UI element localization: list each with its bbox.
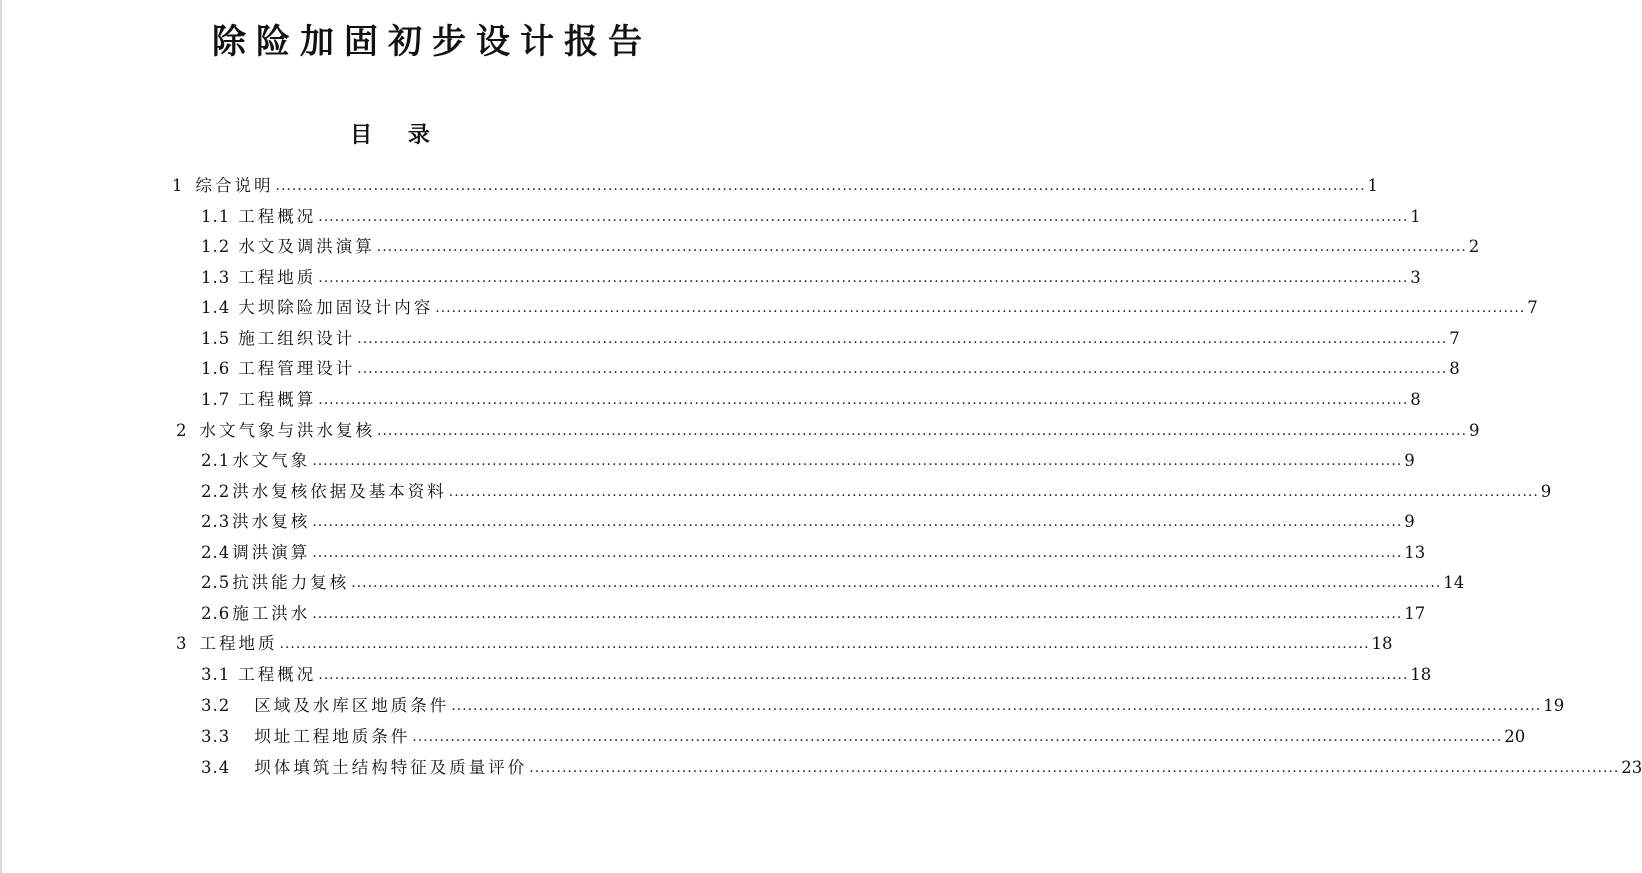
toc-heading: 目 录 (350, 123, 444, 148)
toc-entry[interactable] (201, 263, 1421, 293)
toc-entry-title: 综合说明 (195, 176, 274, 195)
toc-entry-title: 施工洪水 (232, 604, 311, 623)
toc-leader: ........................................................................................................................................................................................................ (357, 361, 1448, 377)
toc-entry-title: 洪水复核依据及基本资料 (232, 482, 447, 501)
toc-entry-title: 水文气象与洪水复核 (199, 421, 375, 440)
toc-entry-number: 1.1 (201, 207, 231, 226)
toc-entry-page: 23 (1621, 758, 1642, 777)
toc-entry-number: 3.2 (201, 696, 231, 715)
toc-entry[interactable] (201, 691, 1565, 721)
toc-entry-title: 工程概况 (238, 207, 317, 226)
toc-entry-page: 8 (1410, 390, 1421, 409)
toc-leader: ........................................................................................................................................................................................................ (312, 545, 1403, 561)
toc-entry-title: 调洪演算 (232, 543, 311, 562)
toc-entry[interactable] (172, 171, 1379, 201)
toc-leader: ........................................................................................................................................................................................................ (529, 760, 1620, 776)
toc-entry-number: 2.2 (201, 482, 231, 501)
toc-leader: ........................................................................................................................................................................................................ (351, 575, 1442, 591)
toc-leader: ........................................................................................................................................................................................................ (448, 484, 1539, 500)
toc-entry-page: 17 (1404, 604, 1426, 623)
toc-entry-page: 13 (1404, 543, 1426, 562)
toc-entry-title: 大坝除险加固设计内容 (238, 298, 434, 317)
toc-entry-number: 3.4 (201, 758, 231, 777)
toc-entry-number: 2.3 (201, 512, 231, 531)
toc-leader: ........................................................................................................................................................................................................ (279, 636, 1370, 652)
toc-leader: ........................................................................................................................................................................................................ (376, 239, 1467, 255)
toc-entry-number: 2.6 (201, 604, 231, 623)
toc-entry[interactable] (201, 354, 1460, 384)
toc-leader: ........................................................................................................................................................................................................ (312, 606, 1403, 622)
document-title: 除险加固初步设计报告 (212, 22, 652, 62)
toc-entry-title: 抗洪能力复核 (232, 573, 350, 592)
toc-entry[interactable] (201, 324, 1460, 354)
toc-entry-page: 2 (1468, 237, 1480, 256)
toc-leader: ........................................................................................................................................................................................................ (412, 729, 1503, 745)
toc-entry[interactable] (201, 753, 1642, 783)
toc-entry-title: 工程管理设计 (238, 359, 356, 378)
toc-leader: ........................................................................................................................................................................................................ (435, 300, 1526, 316)
toc-entry[interactable] (201, 538, 1426, 568)
toc-entry-title: 水文及调洪演算 (238, 237, 375, 256)
toc-entry-page: 18 (1371, 634, 1393, 653)
toc-entry[interactable] (201, 599, 1426, 629)
toc-leader: ........................................................................................................................................................................................................ (318, 392, 1409, 408)
toc-entry-page: 1 (1367, 176, 1379, 195)
toc-entry[interactable] (201, 477, 1552, 507)
toc-entry[interactable] (201, 385, 1421, 415)
toc-leader: ........................................................................................................................................................................................................ (357, 331, 1448, 347)
toc-entry-page: 1 (1410, 207, 1421, 226)
toc-entry-number: 1.3 (201, 268, 231, 287)
toc-entry-page: 7 (1527, 298, 1538, 317)
toc-leader: ........................................................................................................................................................................................................ (318, 270, 1409, 286)
toc-entry-title: 工程概算 (238, 390, 317, 409)
toc-entry[interactable] (201, 293, 1538, 323)
toc-entry[interactable] (201, 568, 1465, 598)
toc-leader: ........................................................................................................................................................................................................ (377, 423, 1468, 439)
toc-entry-title: 工程地质 (199, 634, 278, 653)
toc-entry-number: 3.3 (201, 727, 231, 746)
toc-entry[interactable] (201, 722, 1526, 752)
toc-entry-title: 工程概况 (238, 665, 317, 684)
toc-entry-page: 9 (1404, 512, 1415, 531)
toc-entry-number: 1 (172, 176, 184, 195)
toc-entry[interactable] (201, 507, 1415, 537)
toc-leader: ........................................................................................................................................................................................................ (312, 453, 1403, 469)
toc-entry-page: 8 (1449, 359, 1460, 378)
toc-entry-page: 9 (1404, 451, 1415, 470)
toc-entry-title: 水文气象 (232, 451, 311, 470)
toc-entry-title: 区域及水库区地质条件 (254, 696, 450, 715)
toc-leader: ........................................................................................................................................................................................................ (451, 698, 1542, 714)
toc-entry-title: 坝体填筑土结构特征及质量评价 (254, 758, 528, 777)
toc-entry-page: 9 (1540, 482, 1552, 501)
toc-entry-title: 坝址工程地质条件 (254, 727, 411, 746)
toc-entry-page: 14 (1443, 573, 1465, 592)
toc-entry[interactable] (201, 232, 1480, 262)
toc-entry-page: 7 (1449, 329, 1460, 348)
toc-entry[interactable] (201, 446, 1415, 476)
toc-entry-page: 18 (1410, 665, 1432, 684)
toc-leader: ........................................................................................................................................................................................................ (318, 209, 1409, 225)
toc-entry-title: 工程地质 (238, 268, 317, 287)
toc-entry-number: 1.5 (201, 329, 231, 348)
toc-entry-number: 1.2 (201, 237, 231, 256)
toc-entry-page: 20 (1504, 727, 1526, 746)
toc-entry-title: 施工组织设计 (238, 329, 356, 348)
toc-entry-title: 洪水复核 (232, 512, 311, 531)
toc-entry[interactable] (201, 202, 1421, 232)
toc-entry[interactable] (201, 660, 1432, 690)
toc-entry-number: 2.5 (201, 573, 231, 592)
toc-entry-page: 9 (1469, 421, 1480, 440)
toc-leader: ........................................................................................................................................................................................................ (312, 514, 1403, 530)
toc-entry-number: 1.4 (201, 298, 231, 317)
toc-entry-number: 2.1 (201, 451, 231, 470)
toc-entry-page: 3 (1410, 268, 1421, 287)
toc-entry-page: 19 (1543, 696, 1565, 715)
toc-leader: ........................................................................................................................................................................................................ (318, 667, 1409, 683)
toc-entry-number: 2.4 (201, 543, 231, 562)
toc-entry-number: 2 (176, 421, 188, 440)
toc-leader: ........................................................................................................................................................................................................ (275, 178, 1366, 194)
toc-entry-number: 3.1 (201, 665, 231, 684)
toc-entry[interactable] (176, 416, 1480, 446)
toc-entry-number: 1.6 (201, 359, 231, 378)
toc-entry-number: 1.7 (201, 390, 231, 409)
toc-entry-number: 3 (176, 634, 188, 653)
toc-entry[interactable] (176, 629, 1393, 659)
